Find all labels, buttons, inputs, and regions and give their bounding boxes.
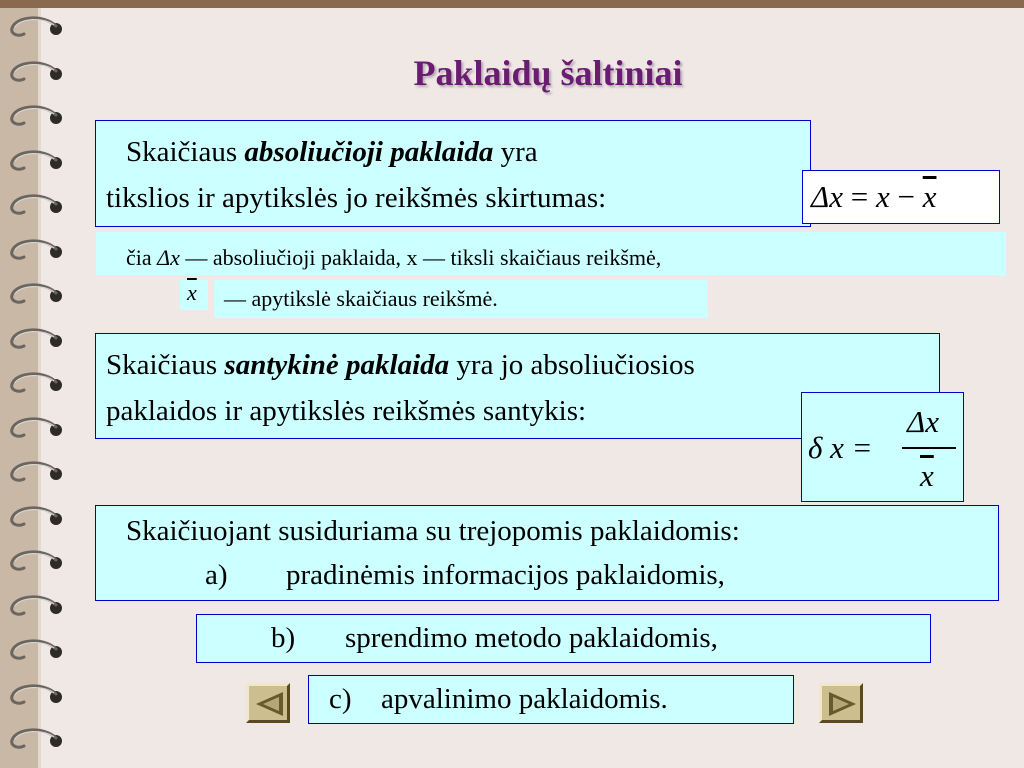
where-delta-x: Δx	[157, 245, 180, 270]
absolute-error-term: absoliučioji paklaida	[244, 136, 494, 168]
binding-ring-icon	[4, 190, 66, 220]
absolute-line1-suffix: yra	[493, 136, 538, 168]
binding-ring-icon	[4, 591, 66, 621]
slide-title: Paklaidų šaltiniai	[413, 53, 683, 93]
absolute-error-line2: tikslios ir apytikslės jo reikšmės skirtumas:	[106, 182, 607, 214]
xbar-symbol: $\overline{x}$	[187, 280, 197, 305]
binding-ring-icon	[4, 502, 66, 532]
binding-ring-icon	[4, 546, 66, 576]
binding-ring-icon	[4, 12, 66, 42]
explanation-line1	[126, 245, 661, 271]
source-c-box	[308, 675, 794, 724]
explanation-strip-2	[214, 280, 708, 318]
approx-x-symbol: $\overline{x}$	[922, 179, 937, 214]
triangle-right-icon	[826, 689, 858, 719]
source-a-marker: a)	[205, 559, 228, 591]
error-sources-intro: Skaičiuojant susiduriama su trejopomis paklaidomis:	[126, 515, 740, 547]
relative-error-line2: paklaidos ir apytikslės reikšmės santykis:	[106, 395, 587, 427]
error-sources-box	[95, 505, 999, 601]
binding-ring-icon	[4, 724, 66, 754]
absolute-error-box	[95, 120, 811, 227]
fraction-bar	[902, 447, 956, 449]
source-c-marker: c)	[329, 683, 352, 715]
source-a-text: pradinėmis informacijos paklaidomis,	[286, 559, 725, 591]
relative-formula-denominator: $\overline{x}$	[920, 458, 934, 493]
explanation-strip-1	[96, 232, 1006, 276]
explanation-line2: — apytikslė skaičiaus reikšmė.	[224, 286, 498, 311]
source-b-text: sprendimo metodo paklaidomis,	[345, 622, 718, 654]
absolute-error-formula	[811, 180, 936, 214]
relative-formula-numerator: Δx	[907, 404, 939, 439]
binding-ring-icon	[4, 324, 66, 354]
binding-ring-icon	[4, 635, 66, 665]
relative-error-formula-box	[801, 392, 964, 502]
minus-sign: −	[889, 179, 923, 214]
binding-ring-icon	[4, 457, 66, 487]
where-line1-text: — absoliučioji paklaida, x — tiksli skaičiaus reikšmė,	[179, 245, 662, 270]
binding-ring-icon	[4, 680, 66, 710]
delta-x-relative-label: δ x =	[808, 430, 873, 465]
next-slide-button[interactable]	[819, 683, 863, 723]
xbar-symbol-box	[180, 280, 208, 310]
delta-x-symbol: Δx	[811, 179, 843, 214]
binding-ring-icon	[4, 146, 66, 176]
source-b-marker: b)	[271, 622, 296, 654]
binding-ring-icon	[4, 368, 66, 398]
absolute-line1-prefix: Skaičiaus	[126, 136, 245, 168]
relative-line1-suffix: yra jo absoliučiosios	[449, 349, 695, 381]
relative-error-term: santykinė paklaida	[224, 349, 450, 381]
absolute-error-line1	[126, 135, 538, 169]
top-frame-bar	[0, 0, 1024, 8]
binding-ring-icon	[4, 101, 66, 131]
exact-x-symbol: x	[875, 179, 890, 214]
source-c-text: apvalinimo paklaidomis.	[381, 683, 668, 715]
source-b-box	[196, 614, 931, 663]
previous-slide-button[interactable]	[246, 683, 290, 723]
absolute-error-formula-box	[802, 170, 1000, 224]
relative-formula-left	[808, 431, 873, 465]
relative-error-line1	[106, 348, 695, 382]
binding-ring-icon	[4, 413, 66, 443]
relative-line1-prefix: Skaičiaus	[106, 349, 225, 381]
equals-sign: =	[842, 179, 876, 214]
triangle-left-icon	[253, 689, 285, 719]
binding-ring-icon	[4, 235, 66, 265]
where-prefix: čia	[126, 245, 158, 270]
binding-ring-icon	[4, 279, 66, 309]
